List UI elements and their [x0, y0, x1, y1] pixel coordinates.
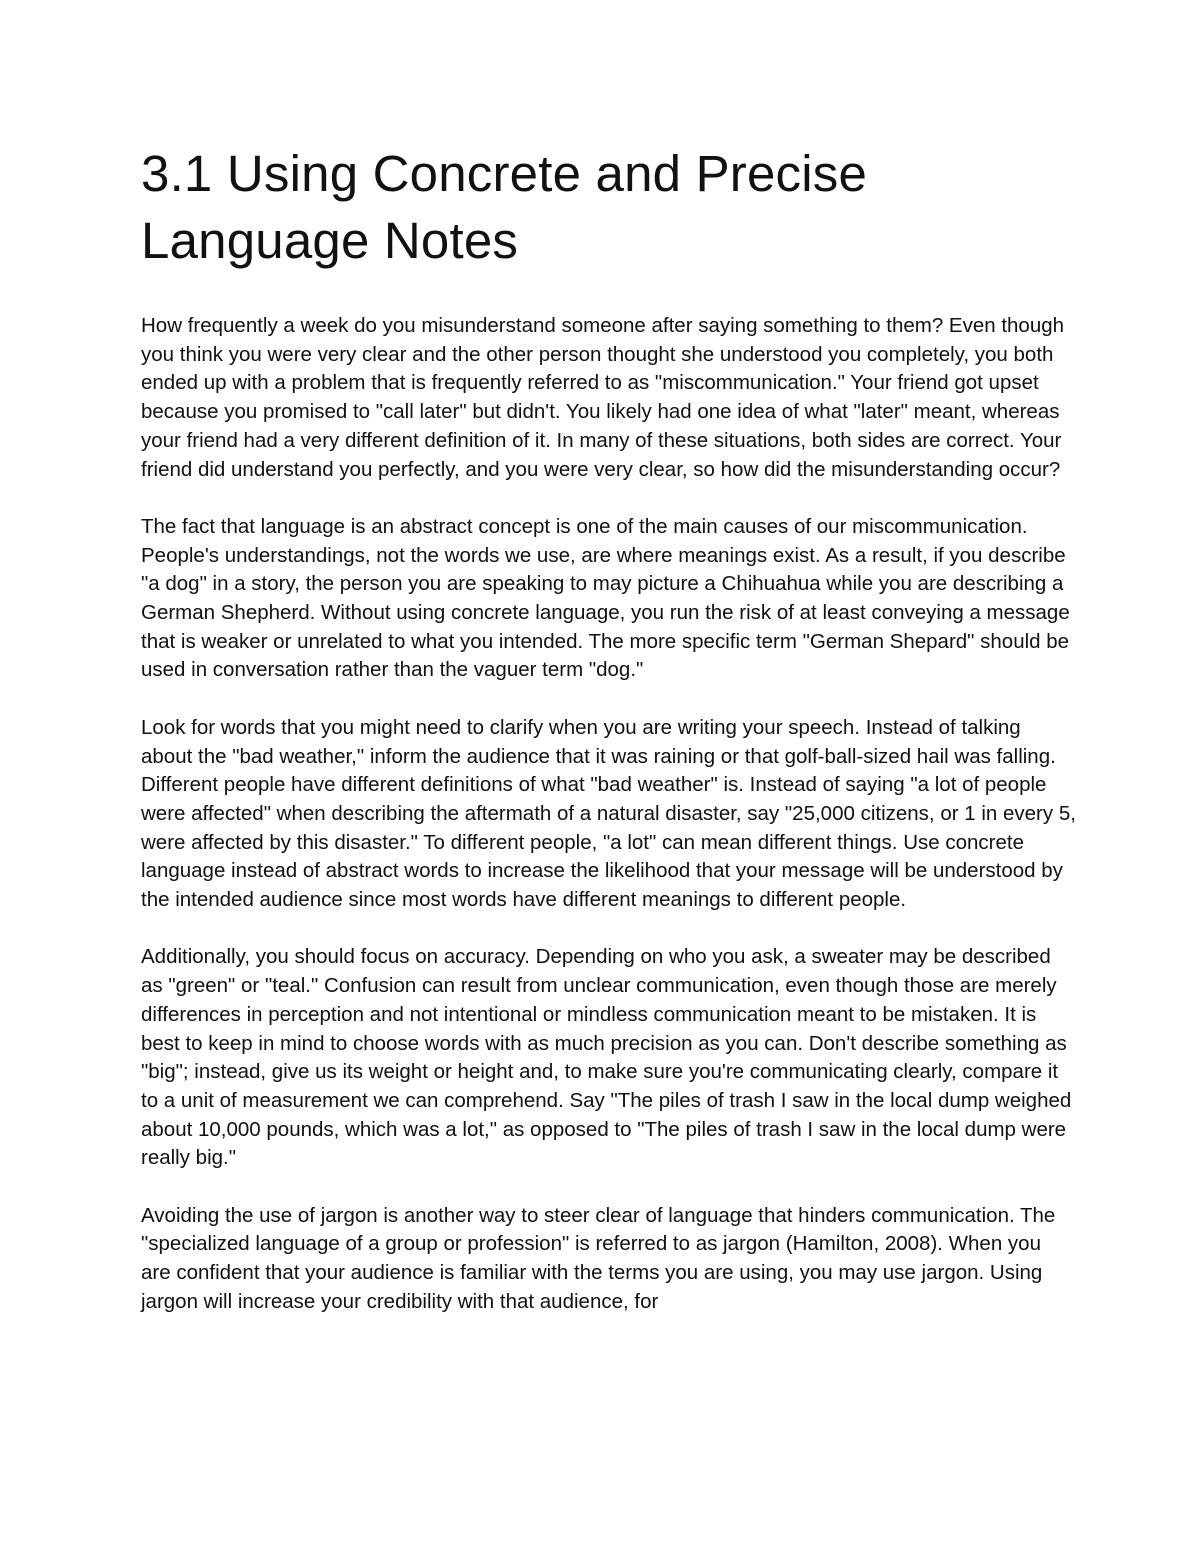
paragraph-1: How frequently a week do you misunderstand someone after saying something to them? Even though you think you were very clear and the other person thought she understood you completely, you both ended up with a problem that is frequently referred to as "miscommunication." Your friend got upset because you promised to "call later" but didn't. You likely had one idea of what "later" meant, whereas your friend had a very different definition of it. In many of these situations, both sides are correct. Your friend did understand you perfectly, and you were very clear, so how did the misunderstanding occur?	[141, 314, 1065, 481]
paragraph-5: Avoiding the use of jargon is another way to steer clear of language that hinders communication. The "specialized language of a group or profession" is referred to as jargon (Hamilton, 2008). When you are confident that your audience is familiar with the terms you are using, you may use jargon. Using jargon will increase your credibility with that audience, for	[141, 1203, 1056, 1313]
paragraph-4: Additionally, you should focus on accuracy. Depending on who you ask, a sweater may be described as "green" or "teal." Confusion can result from unclear communication, even though those are merely differences in perception and not intentional or mindless communication meant to be mistaken. It is best to keep in mind to choose words with as much precision as you can. Don't describe something as "big"; instead, give us its weight or height and, to make sure you're communicating clearly, compare it to a unit of measurement we can comprehend. Say "The piles of trash I saw in the local dump weighed about 10,000 pounds, which was a lot," as opposed to "The piles of trash I saw in the local dump were really big."	[141, 945, 1072, 1170]
paragraph-3: Look for words that you might need to clarify when you are writing your speech. Instead of talking about the "bad weather," inform the audience that it was raining or that golf-ball-sized hail was falling. Different people have different definitions of what "bad weather" is. Instead of saying "a lot of people were affected" when describing the aftermath of a natural disaster, say "25,000 citizens, or 1 in every 5, were affected by this disaster." To different people, "a lot" can mean different things. Use concrete language instead of abstract words to increase the likelihood that your message will be understood by the intended audience since most words have different meanings to different people.	[141, 715, 1076, 912]
paragraph-2: The fact that language is an abstract concept is one of the main causes of our miscommunication. People's understandings, not the words we use, are where meanings exist. As a result, if you describe "a dog" in a story, the person you are speaking to may picture a Chihuahua while you are describing a German Shepherd. Without using concrete language, you run the risk of at least conveying a message that is weaker or unrelated to what you intended. The more specific term "German Shepard" should be used in conversation rather than the vaguer term "dog."	[141, 514, 1070, 682]
document-body	[141, 140, 1076, 1345]
document-title: 3.1 Using Concrete and Precise Language Notes	[141, 145, 868, 269]
